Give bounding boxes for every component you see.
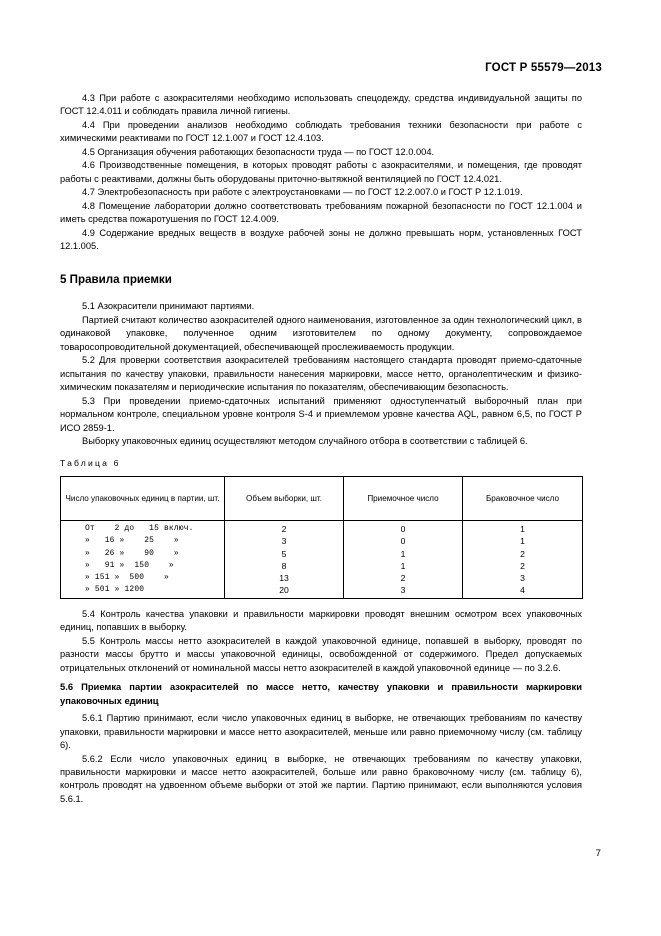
table-6-caption: Таблица 6 [60,458,121,469]
clause-5-6-1: 5.6.1 Партию принимают, если число упаковочных единиц в выборке, не отвечающих требованиям по качеству упаковки, правильности маркировки и массе нетто азокрасителей, меньше или равно приемочному числу (см. таблицу 6). [60,713,582,751]
cell-sample-size: 5 [225,548,344,560]
table-row [61,584,583,599]
table-row [61,521,583,536]
cell-lot-range: » 16 » 25 » [61,535,225,547]
clause-4-9: 4.9 Содержание вредных веществ в воздухе рабочей зоны не должно превышать норм, установленных ГОСТ 12.1.005. [60,227,582,251]
cell-rejection: 3 [463,572,583,584]
table-body [61,521,583,598]
spacer [60,448,582,457]
spacer [60,287,582,300]
table-column-header-sample-size: Объем выборки, шт. [225,477,344,521]
table-column-header-lot-size: Число упаковочных единиц в партии, шт. [61,477,225,521]
cell-rejection: 2 [463,560,583,572]
clause-5-6-2: 5.6.2 Если число упаковочных единиц в выборке, не отвечающих требованиям по качеству упаковки, правильности маркировки и массе нетто азокрасителей, больше или равно браковочному числу (см. таблицу 6), контроль проводят на удвоенном объеме выборки от этой же партии. Партию принимают, если выполняются условия 5.6.1. [60,753,582,804]
table-row [61,535,583,547]
cell-rejection: 4 [463,584,583,599]
cell-sample-size: 20 [225,584,344,599]
clause-5-3: 5.3 При проведении приемо-сдаточных испытаний применяют одноступенчатый выборочный план при нормальном контроле, специальном уровне контроля S-4 и приемлемом уровне качества AQL, равном 6,5, по ГОСТ Р ИСО 2859-1. [60,395,582,433]
clause-5-5: 5.5 Контроль массы нетто азокрасителей в каждой упаковочной единице, попавшей в выборку, проводят по разности массы брутто и массы упаковочной единицы, освобожденной от содержимого. Предел допускаемых отрицательных отклонений от номинальной массы нетто азокрасителей в каждой упаковочной единице — по 3.2.6. [60,635,582,673]
clause-4-7: 4.7 Электробезопасность при работе с электроустановками — по ГОСТ 12.2.007.0 и ГОСТ Р 12.1.019. [82,187,523,198]
cell-lot-range: От 2 до 15 включ. [61,521,225,536]
sub-heading-5-6: 5.6 Приемка партии азокрасителей по массе нетто, качеству упаковки и правильности маркировки упаковочных единиц [60,680,582,706]
clause-5-2: 5.2 Для проверки соответствия азокрасителей требованиям настоящего стандарта проводят приемо-сдаточные испытания по качеству упаковки, правильности нанесения маркировки, массе нетто, органолептическим и физико-химическим показателям и периодические испытания по показателям, обеспечивающим безопасность. [60,355,582,393]
table-row [61,548,583,560]
cell-sample-size: 13 [225,572,344,584]
section-heading-5: 5 Правила приемки [60,273,172,287]
cell-lot-range: » 151 » 500 » [61,572,225,584]
spacer [60,599,582,608]
cell-acceptance: 3 [344,584,463,599]
clause-5-3-continuation: Выборку упаковочных единиц осуществляют методом случайного отбора в соответствии с таблицей 6. [82,435,528,446]
cell-lot-range: » 501 » 1200 [61,584,225,599]
clause-5-1-continuation: Партией считают количество азокрасителей одного наименования, изготовленное за один технологический цикл, в одинаковой упаковке, полученное одним изготовителем по одному документу, сопровождаемое товаросопроводительной документацией, обеспечивающей прослеживаемость продукции. [60,314,582,352]
clause-4-3: 4.3 При работе с азокрасителями необходимо использовать спецодежду, средства индивидуальной защиты по ГОСТ 12.4.011 и соблюдать правила личной гигиены. [60,93,582,117]
cell-acceptance: 1 [344,560,463,572]
page-number: 7 [595,848,601,859]
cell-rejection: 2 [463,548,583,560]
cell-rejection: 1 [463,535,583,547]
cell-acceptance: 2 [344,572,463,584]
clause-5-4: 5.4 Контроль качества упаковки и правильности маркировки проводят внешним осмотром всех упаковочных единиц, попавших в выборку. [60,608,582,633]
table-row [61,560,583,572]
cell-sample-size: 2 [225,521,344,536]
table-6 [60,476,583,598]
page-header-standard-number: ГОСТ Р 55579—2013 [485,62,602,74]
cell-sample-size: 3 [225,535,344,547]
table-column-header-acceptance: Приемочное число [344,477,463,521]
table-header-row [61,477,583,521]
clause-4-5: 4.5 Организация обучения работающих безопасности труда — по ГОСТ 12.0.004. [82,146,435,157]
cell-sample-size: 8 [225,560,344,572]
clause-4-6: 4.6 Производственные помещения, в которых проводят работы с азокрасителями, и помещения, где проводят работы с реактивами, должны быть оборудованы приточно-вытяжной вентиляцией по ГОСТ 12.4.021. [60,160,582,184]
clause-4-8: 4.8 Помещение лаборатории должно соответствовать требованиям пожарной безопасности по ГОСТ 12.1.004 и иметь средства пожаротушения по ГОСТ 12.4.009. [60,200,582,225]
table-row [61,572,583,584]
cell-rejection: 1 [463,521,583,536]
cell-acceptance: 0 [344,535,463,547]
cell-acceptance: 1 [344,548,463,560]
table-column-header-rejection: Браковочное число [463,477,583,521]
clause-4-4: 4.4 При проведении анализов необходимо соблюдать требования техники безопасности при работе с химическими реактивами по ГОСТ 12.1.007 и ГОСТ 12.4.103. [60,119,582,144]
clause-5-1: 5.1 Азокрасители принимают партиями. [82,301,255,312]
spacer [60,253,582,273]
cell-lot-range: » 26 » 90 » [61,548,225,560]
page-content [60,92,582,806]
cell-lot-range: » 91 » 150 » [61,560,225,572]
cell-acceptance: 0 [344,521,463,536]
